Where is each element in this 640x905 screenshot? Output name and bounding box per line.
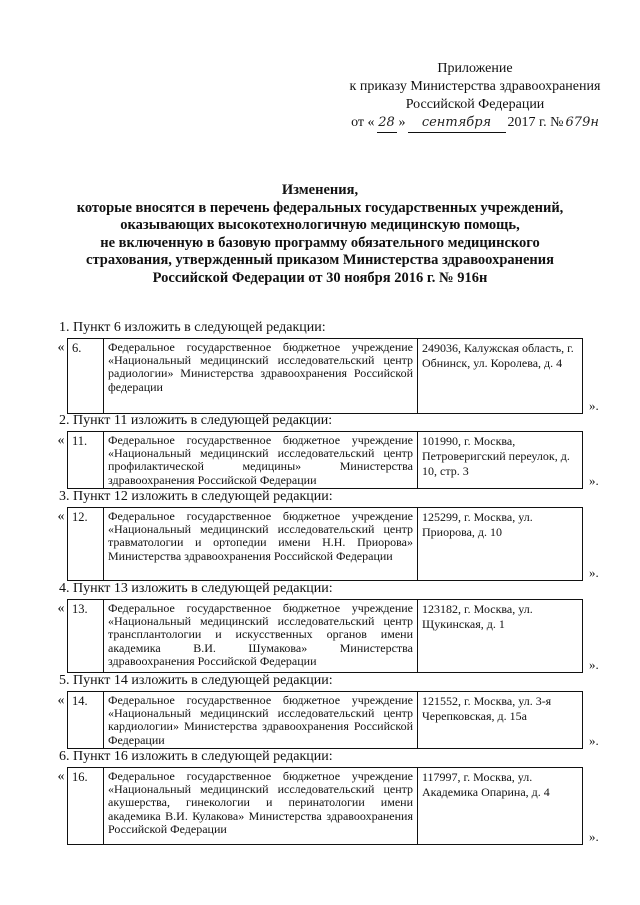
amendment-section xyxy=(55,320,625,414)
open-quote: « xyxy=(57,433,65,448)
table-row xyxy=(55,599,625,673)
open-quote: « xyxy=(57,340,65,355)
table-row xyxy=(55,767,625,845)
entry-number: 14. xyxy=(68,692,104,748)
open-quote: « xyxy=(57,509,65,524)
appendix-label: Приложение xyxy=(437,61,513,76)
date-year: 2017 г. № xyxy=(507,115,564,130)
close-quote: ». xyxy=(589,733,599,748)
entry-institution: Федеральное государственное бюджетное учреждение «Национальный медицинский исследовательский центр радиологии» Министерства здравоохранения Российской федерации xyxy=(104,339,418,413)
entry-number: 11. xyxy=(68,432,104,488)
close-quote: ». xyxy=(589,473,599,488)
entry-number: 13. xyxy=(68,600,104,672)
title-line: Российской Федерации от 30 ноября 2016 г. № 916н xyxy=(152,269,488,286)
section-heading: 5. Пункт 14 изложить в следующей редакции: xyxy=(59,673,333,688)
entry-institution: Федеральное государственное бюджетное учреждение «Национальный медицинский исследовательский центр профилактической медицины» Министерства здравоохранения Российской Федерации xyxy=(104,432,418,488)
table-row xyxy=(55,338,625,414)
entry-table xyxy=(67,691,583,749)
section-heading: 2. Пункт 11 изложить в следующей редакции: xyxy=(59,413,333,428)
entry-institution: Федеральное государственное бюджетное учреждение «Национальный медицинский исследовательский центр травматологии и ортопедии имени Н.Н. Приорова» Министерства здравоохранения Российской Федерации xyxy=(104,508,418,580)
entry-table xyxy=(67,507,583,581)
handwritten-month: сентября xyxy=(408,114,506,133)
table-row xyxy=(55,691,625,749)
handwritten-number: 679н xyxy=(565,115,599,130)
entry-address: 249036, Калужская область, г. Обнинск, ул. Королева, д. 4 xyxy=(422,341,574,370)
close-quote: ». xyxy=(589,829,599,844)
section-heading: 4. Пункт 13 изложить в следующей редакции: xyxy=(59,581,333,596)
appendix-order-ref: к приказу Министерства здравоохранения xyxy=(349,79,601,94)
entry-table xyxy=(67,599,583,673)
close-quote: ». xyxy=(589,398,599,413)
appendix-header xyxy=(330,60,620,133)
entry-institution: Федеральное государственное бюджетное учреждение «Национальный медицинский исследовательский центр акушерства, гинекологии и перинатологии имени академика В.И. Кулакова» Министерства здравоохранения Российской Федерации xyxy=(104,768,418,844)
date-prefix: от « xyxy=(351,115,375,130)
close-quote: ». xyxy=(589,565,599,580)
amendment-section xyxy=(55,413,625,489)
amendment-section xyxy=(55,749,625,845)
section-heading: 6. Пункт 16 изложить в следующей редакции: xyxy=(59,749,333,764)
entry-address: 125299, г. Москва, ул. Приорова, д. 10 xyxy=(422,510,533,539)
title-line: которые вносятся в перечень федеральных государственных учреждений, xyxy=(76,199,564,216)
entry-address: 123182, г. Москва, ул. Щукинская, д. 1 xyxy=(422,602,533,631)
date-close-quote: » xyxy=(398,115,406,130)
entry-institution: Федеральное государственное бюджетное учреждение «Национальный медицинский исследовательский центр кардиологии» Министерства здравоохранения Российской Федерации xyxy=(104,692,418,748)
entry-number: 12. xyxy=(68,508,104,580)
entry-address: 121552, г. Москва, ул. 3-я Черепковская, д. 15а xyxy=(422,694,552,723)
close-quote: ». xyxy=(589,657,599,672)
title-line: страхования, утвержденный приказом Министерства здравоохранения xyxy=(86,252,554,268)
entry-address: 101990, г. Москва, Петроверигский переулок, д. 10, стр. 3 xyxy=(422,434,570,478)
entry-table xyxy=(67,767,583,845)
entry-table xyxy=(67,431,583,489)
title-line: Изменения, xyxy=(281,182,359,198)
title-line: не включенную в базовую программу обязательного медицинского xyxy=(100,234,540,251)
section-heading: 1. Пункт 6 изложить в следующей редакции: xyxy=(59,320,326,335)
entry-number: 16. xyxy=(68,768,104,844)
title-line: оказывающих высокотехнологичную медицинскую помощь, xyxy=(120,217,520,233)
amendment-section xyxy=(55,581,625,673)
amendment-section xyxy=(55,673,625,749)
amendment-section xyxy=(55,489,625,581)
entry-table xyxy=(67,338,583,414)
handwritten-day: 28 xyxy=(377,114,397,133)
table-row xyxy=(55,507,625,581)
entry-number: 6. xyxy=(68,339,104,413)
open-quote: « xyxy=(57,601,65,616)
entry-address: 117997, г. Москва, ул. Академика Опарина, д. 4 xyxy=(422,770,550,799)
document-title xyxy=(60,182,580,287)
table-row xyxy=(55,431,625,489)
appendix-ministry: Российской Федерации xyxy=(405,97,545,112)
section-heading: 3. Пункт 12 изложить в следующей редакции: xyxy=(59,489,333,504)
appendix-date-line xyxy=(330,114,620,133)
open-quote: « xyxy=(57,693,65,708)
entry-institution: Федеральное государственное бюджетное учреждение «Национальный медицинский исследовательский центр трансплантологии и искусственных органов имени академика В.И. Шумакова» Министерства здравоохранения Российской Федерации xyxy=(104,600,418,672)
open-quote: « xyxy=(57,769,65,784)
